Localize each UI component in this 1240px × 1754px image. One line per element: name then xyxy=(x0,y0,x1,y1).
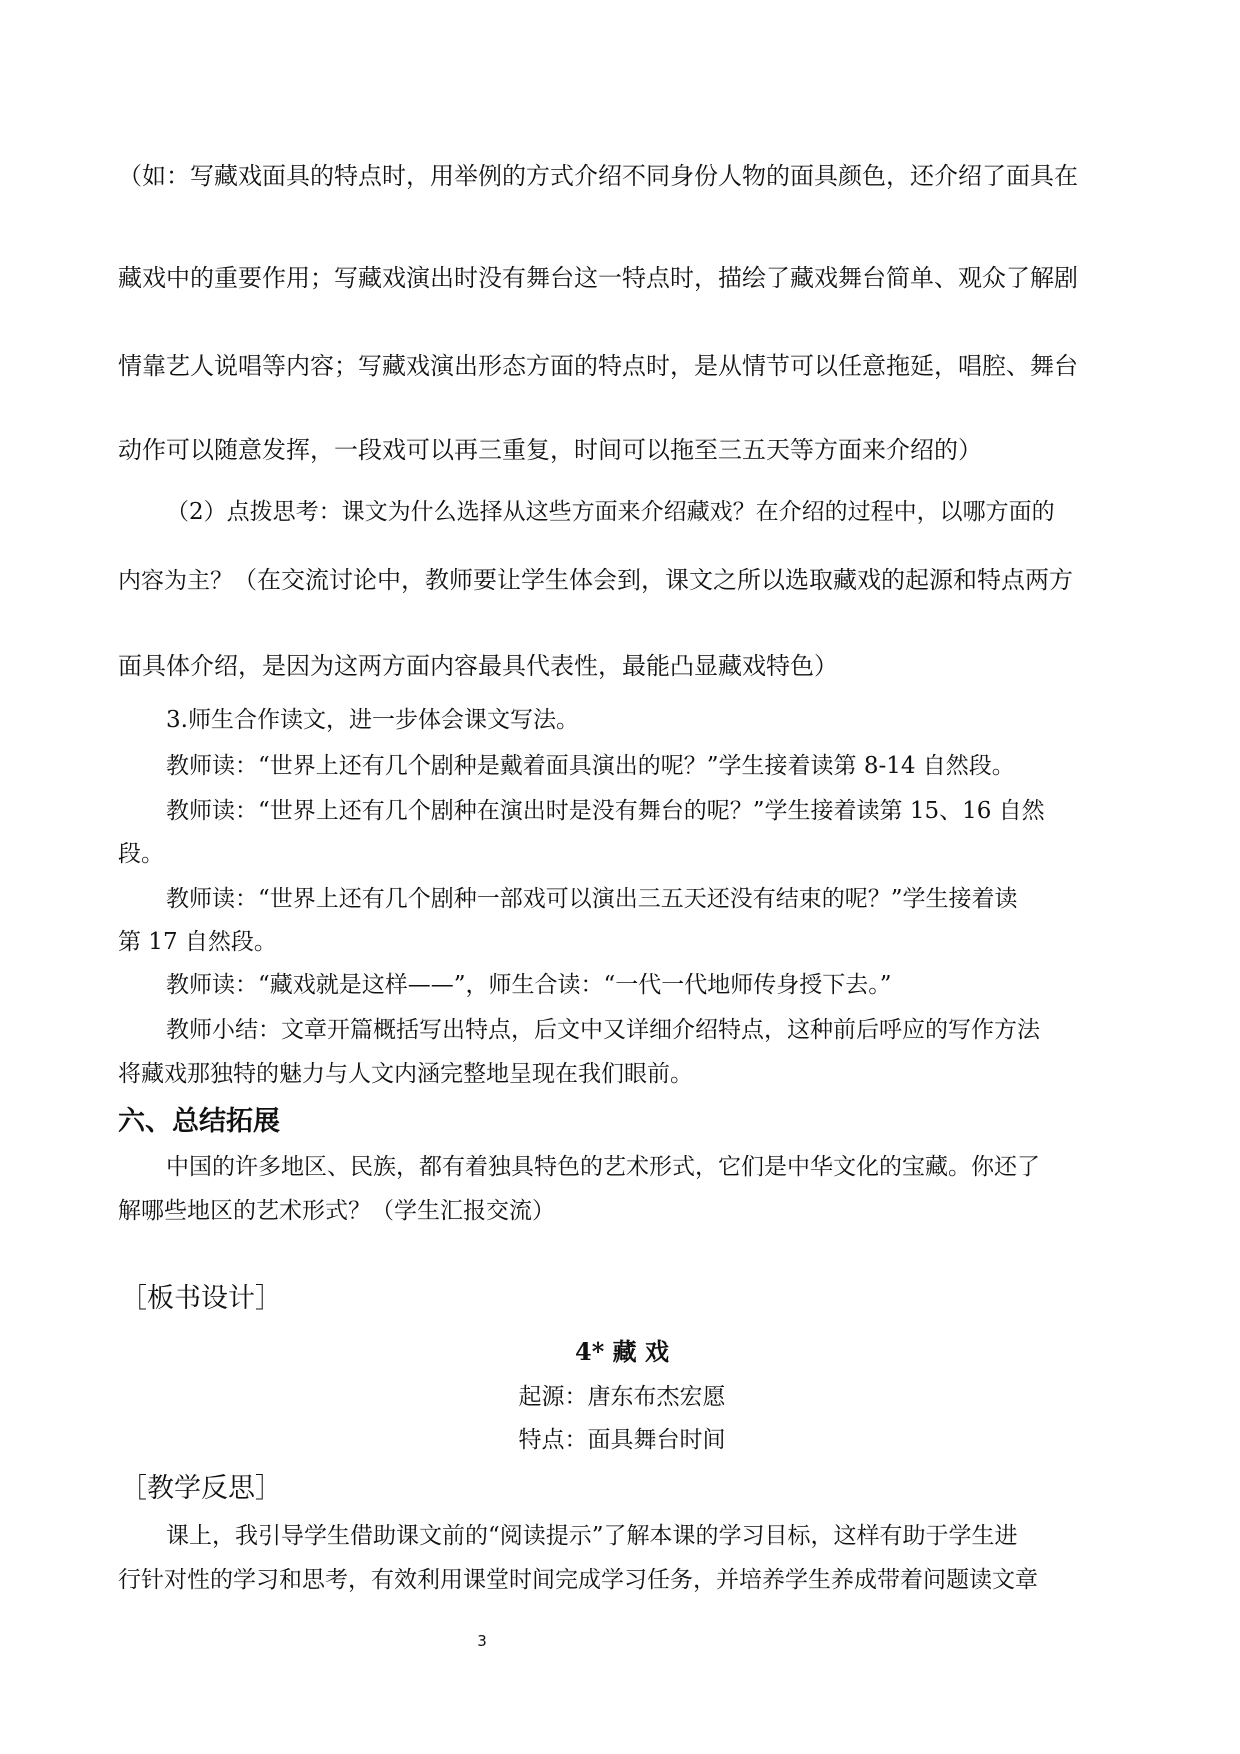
question-text: 内容为主？ xyxy=(118,568,233,594)
paragraph-extend: 中国的许多地区、民族，都有着独具特色的艺术形式，它们是中华文化的宝藏。你还了 xyxy=(166,1154,1040,1180)
board-title: 4* 藏 戏 xyxy=(575,1337,669,1366)
paragraph-summary: 教师小结：文章开篇概括写出特点，后文中又详细介绍特点，这种前后呼应的写作方法 xyxy=(166,1017,1040,1043)
question-line-1: （2）点拨思考：课文为什么选择从这些方面来介绍藏戏？在介绍的过程中，以哪方面的 xyxy=(166,499,1055,525)
page-number: 3 xyxy=(477,1632,487,1650)
board-design-heading: ［板书设计］ xyxy=(120,1283,282,1314)
answer-line-4: 动作可以随意发挥，一段戏可以再三重复，时间可以拖至三五天等方面来介绍的） xyxy=(118,436,982,464)
answer-line-2: 藏戏中的重要作用；写藏戏演出时没有舞台这一特点时，描绘了藏戏舞台简单、观众了解剧 xyxy=(118,264,1078,292)
paragraph-read-2-cont: 段。 xyxy=(118,841,164,867)
paragraph-summary-cont: 将藏戏那独特的魅力与人文内涵完整地呈现在我们眼前。 xyxy=(118,1061,693,1087)
paragraph-read-3-cont: 第 17 自然段。 xyxy=(118,929,277,955)
paragraph-extend-cont: 解哪些地区的艺术形式？（学生汇报交流） xyxy=(118,1198,555,1224)
question-line-2 xyxy=(118,564,1126,597)
reflection-heading: ［教学反思］ xyxy=(120,1473,282,1504)
paragraph-read-1: 教师读：“世界上还有几个剧种是戴着面具演出的呢？”学生接着读第 8-14 自然段。 xyxy=(166,753,1015,779)
paragraph-read-2: 教师读：“世界上还有几个剧种在演出时是没有舞台的呢？”学生接着读第 15、16 自然 xyxy=(166,798,1045,824)
section-heading: 六、总结拓展 xyxy=(118,1106,280,1137)
board-origin: 起源：唐东布杰宏愿 xyxy=(518,1384,726,1410)
paragraph-read-3: 教师读：“世界上还有几个剧种一部戏可以演出三五天还没有结束的呢？”学生接着读 xyxy=(166,886,1018,912)
paragraph-step3: 3.师生合作读文，进一步体会课文写法。 xyxy=(166,707,579,733)
answer-line-1: （如：写藏戏面具的特点时，用举例的方式介绍不同身份人物的面具颜色，还介绍了面具在 xyxy=(118,162,1078,190)
answer-line-5: 面具体介绍，是因为这两方面内容最具代表性，最能凸显藏戏特色） xyxy=(118,652,838,680)
paragraph-reflection: 课上，我引导学生借助课文前的“阅读提示”了解本课的学习目标，这样有助于学生进 xyxy=(166,1523,1018,1549)
board-features: 特点：面具舞台时间 xyxy=(518,1427,726,1453)
paragraph-read-4: 教师读：“藏戏就是这样——”，师生合读：“一代一代地师传身授下去。” xyxy=(166,972,892,998)
paragraph-reflection-cont: 行针对性的学习和思考，有效利用课堂时间完成学习任务，并培养学生养成带着问题读文章 xyxy=(118,1567,1038,1593)
answer-line-3: 情靠艺人说唱等内容；写藏戏演出形态方面的特点时，是从情节可以任意拖延，唱腔、舞台 xyxy=(118,352,1078,380)
answer-inline: （在交流讨论中，教师要让学生体会到，课文之所以选取藏戏的起源和特点两方 xyxy=(233,566,1073,594)
